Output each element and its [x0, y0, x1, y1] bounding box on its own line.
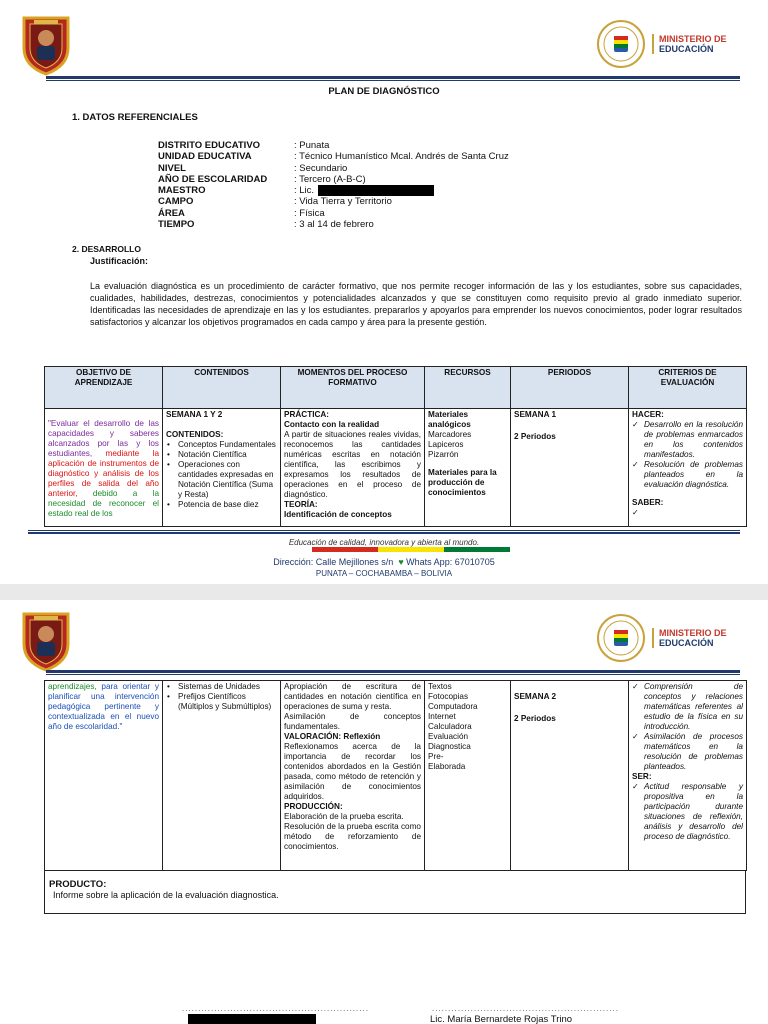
resources-cell: Textos Fotocopias Computadora Internet Calculadora Evaluación Diagnostica Pre- Elaborada — [425, 681, 511, 871]
justification-label: Justificación: — [90, 256, 149, 266]
data-row: AÑO DE ESCOLARIDAD : Tercero (A-B-C) — [158, 173, 366, 185]
periods-cell: SEMANA 2 2 Periodos — [511, 681, 629, 871]
header-rule — [46, 670, 740, 673]
data-row: UNIDAD EDUCATIVA : Técnico Humanístico Mcal. Andrés de Santa Cruz — [158, 151, 509, 163]
table-row — [45, 409, 747, 527]
header-periods: PERIODOS — [511, 367, 629, 409]
footer-address: Dirección: Calle Mejillones s/n ♥ Whats App: 67010705 — [273, 557, 495, 567]
reference-data — [158, 140, 509, 230]
ministry-logo — [596, 16, 728, 72]
ministry-name: MINISTERIO DE EDUCACIÓN — [652, 628, 727, 648]
list-item: • Prefijos Científicos (Múltiplos y Submúltiplos) — [166, 692, 277, 712]
list-item: • Potencia de base diez — [166, 500, 277, 510]
header-moments: MOMENTOS DEL PROCESO FORMATIVO — [281, 367, 425, 409]
bolivia-seal-icon — [596, 613, 646, 663]
criteria-cell: ✓ Comprensión de conceptos y relaciones matemáticas referentes al estudio de la física en su introducción. ✓ Asimilación de procesos matemáticos en la resolución de problemas planteados. SER: ✓ Actitud responsable y propositiva en la participación durante situaciones de reflexión, análisis y desarrollo del proceso de diagnóstico. — [629, 681, 747, 871]
justification-paragraph: La evaluación diagnóstica es un procedimiento de carácter formativo, que nos permite recoger información de las y los estudiantes, sobre sus capacidades, cualidades, habilidades, destrezas, conocimientos y potencialidades alcanzados y que se constituyen como requisito previo al grado inmediato superior. Identificadas las necesidades de aprendizaje en las y los estudiantes. prepararlos y apoyarlos para emprender los nuevos conocimientos, poder lograr resultados satisfactorios y alcanzar los objetivos programados en cada campo y área para la presente gestión. — [90, 281, 742, 327]
resources-cell: Materiales analógicos Marcadores Lapiceros Pizarrón Materiales para la producción de conocimientos — [425, 409, 511, 527]
data-row: TIEMPO : 3 al 14 de febrero — [158, 219, 374, 231]
contents-cell: SEMANA 1 Y 2 CONTENIDOS: • Conceptos Fundamentales • Notación Científica • Operaciones con cantidades expresadas en Notación Científica (Suma y Resta) • Potencia de base diez — [163, 409, 281, 527]
page-separator — [0, 584, 768, 600]
bolivia-seal-icon — [596, 19, 646, 69]
data-row: MAESTRO : Lic. — [158, 185, 509, 196]
contents-cell — [163, 681, 281, 871]
redacted-signature-name — [188, 1014, 316, 1024]
periods-cell: SEMANA 1 2 Periodos — [511, 409, 629, 527]
school-shield-logo — [20, 610, 72, 672]
objective-cell: aprendizajes, para orientar y planificar una intervención pedagógica pertinente y contextualizada en el nuevo año de escolaridad." — [45, 681, 163, 871]
footer-slogan: Educación de calidad, innovadora y abierta al mundo. — [288, 538, 480, 547]
whatsapp-icon: ♥ — [398, 557, 404, 567]
list-item: • Operaciones con cantidades expresadas en Notación Científica (Suma y Resta) — [166, 460, 277, 500]
moments-cell: PRÁCTICA: Contacto con la realidad A partir de situaciones reales vividas, reconocemos las cantidades numéricas escritas en notación científica, las escribimos y expresamos los resultados de operaciones en el proceso de diagnóstico. TEORÍA: Identificación de conceptos — [281, 409, 425, 527]
list-item: • Notación Científica — [166, 450, 277, 460]
data-row: CAMPO : Vida Tierra y Territorio — [158, 196, 392, 208]
header-resources: RECURSOS — [425, 367, 511, 409]
header-contents: CONTENIDOS — [163, 367, 281, 409]
list-item: • Conceptos Fundamentales — [166, 440, 277, 450]
school-shield-logo — [20, 14, 72, 76]
header-criteria: CRITERIOS DE EVALUACIÓN — [629, 367, 747, 409]
table-row — [45, 681, 747, 871]
list-item: • Sistemas de Unidades — [166, 682, 277, 692]
footer-city: PUNATA – COCHABAMBA – BOLIVIA — [315, 569, 453, 578]
redacted-name — [318, 185, 434, 196]
objective-cell: "Evaluar el desarrollo de las capacidades y saberes alcanzados por las y los estudiantes, mediante la aplicación de instrumentos de diagnóstico y análisis de los perfiles de salida del año anterior, debido a la necesidad de reconocer el estado real de los — [45, 409, 163, 527]
product-box — [44, 870, 746, 914]
plan-table-part-2 — [44, 680, 747, 871]
signature-line: .......................................................... — [182, 1004, 369, 1013]
product-text: Informe sobre la aplicación de la evaluación diagnostica. — [53, 890, 279, 900]
moments-cell: Apropiación de escritura de cantidades en notación científica en operaciones de suma y resta. Asimilación de conceptos fundamentales. VALORACIÓN: Reflexión Reflexionamos acerca de la importancia de recordar los contenidos abordados en la Gestión pasada, como método de retención y asimilación de conocimientos adquiridos. PRODUCCIÓN: Elaboración de la prueba escrita. Resolución de la prueba escrita como método de reforzamiento de conocimientos. — [281, 681, 425, 871]
bolivia-flag-stripe — [312, 547, 510, 552]
ministry-name: MINISTERIO DE EDUCACIÓN — [652, 34, 727, 54]
criteria-cell: HACER: ✓ Desarrollo en la resolución de problemas enmarcados en los contenidos manifestados. ✓ Resolución de problemas planteados en la evaluación diagnóstica. SABER: — [629, 409, 747, 527]
section-2-heading: 2. DESARROLLO — [72, 244, 141, 254]
signature-line: .......................................................... — [432, 1004, 619, 1013]
header-objective: OBJETIVO DE APRENDIZAJE — [45, 367, 163, 409]
document-title: PLAN DE DIAGNÓSTICO — [328, 86, 440, 97]
data-row: NIVEL : Secundario — [158, 162, 348, 174]
data-row: ÁREA : Física — [158, 207, 325, 219]
footer-rule — [28, 532, 740, 534]
footer-rule-thin — [28, 530, 740, 531]
ministry-logo — [596, 610, 728, 666]
plan-table-part-1 — [44, 366, 747, 527]
header-rule-thin — [46, 80, 740, 81]
product-label: PRODUCTO: — [49, 879, 107, 890]
section-1-heading: 1. DATOS REFERENCIALES — [72, 112, 198, 123]
header-rule — [46, 76, 740, 79]
data-row: DISTRITO EDUCATIVO : Punata — [158, 140, 330, 151]
table-header-row — [45, 367, 747, 409]
director-name: Lic. María Bernardete Rojas Trino — [430, 1014, 573, 1024]
header-rule-thin — [46, 674, 740, 675]
